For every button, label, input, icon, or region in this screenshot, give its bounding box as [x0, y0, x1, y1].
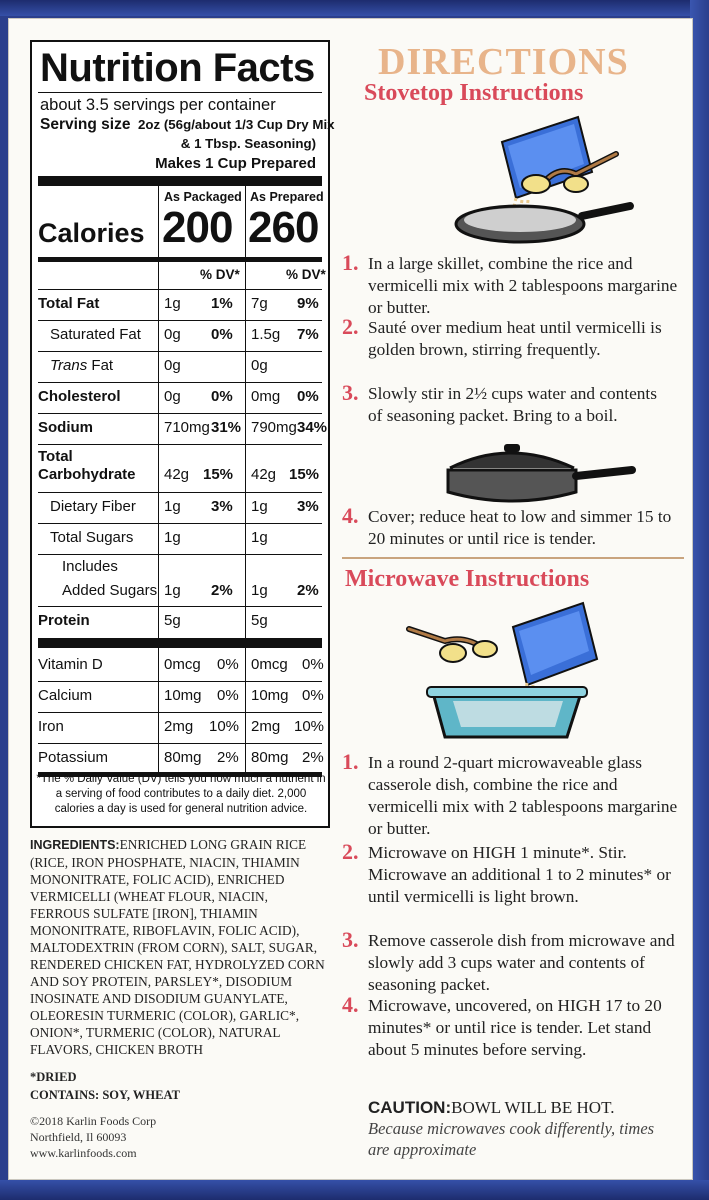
divider [38, 712, 322, 713]
packaged-dv: 3% [211, 498, 233, 515]
step-number: 2. [342, 314, 359, 339]
ingredients-block [30, 836, 330, 1058]
divider [38, 681, 322, 682]
covered-skillet-icon [448, 444, 632, 501]
directions-title: DIRECTIONS [378, 41, 629, 83]
package-top-edge [0, 0, 709, 16]
prepared-amount: 0g [251, 357, 268, 374]
prepared-dv: 3% [297, 498, 319, 515]
divider [38, 743, 322, 744]
as-prepared-header: As Prepared [250, 190, 324, 204]
prepared-dv: 34% [297, 419, 328, 436]
nutrient-label: Dietary Fiber [50, 498, 136, 515]
divider [38, 351, 322, 352]
nutrient-label-line2: Carbohydrate [38, 466, 136, 483]
packaged-dv: 10% [209, 718, 240, 735]
nutrient-label-italic: Trans [50, 357, 88, 374]
prepared-dv: 0% [297, 388, 319, 405]
dv-header-prepared: % DV* [286, 267, 326, 282]
packaged-dv: 1% [211, 295, 233, 312]
nutrient-label: Total [38, 448, 73, 465]
stovetop-step-1: In a large skillet, combine the rice and vermicelli mix with 2 tablespoons margarine or butter. [368, 254, 678, 317]
packaged-dv: 31% [211, 419, 242, 436]
prepared-amount: 0mg [251, 388, 281, 405]
dried-note: *DRIED [30, 1070, 77, 1084]
as-packaged-header: As Packaged [164, 190, 242, 204]
divider [38, 444, 322, 445]
prepared-amount: 1.5g [251, 326, 281, 343]
caution-line [368, 1098, 614, 1118]
nutrient-label: Sodium [38, 419, 93, 436]
divider [38, 92, 322, 93]
address: Northfield, Il 60093 [30, 1130, 127, 1144]
seasoning-packet-icon [513, 603, 597, 685]
covered-skillet-illustration [440, 440, 640, 510]
stovetop-step-3: Slowly stir in 2½ cups water and contents of seasoning packet. Bring to a boil. [368, 384, 657, 425]
nutrition-title: Nutrition Facts [40, 46, 315, 90]
nutrient-label: Protein [38, 612, 90, 629]
nutrient-label: Fat [91, 357, 114, 374]
divider [38, 382, 322, 383]
step-number: 4. [342, 992, 359, 1017]
packaged-amount: 0g [164, 357, 181, 374]
divider [38, 320, 322, 321]
packaged-amount: 0mcg [164, 656, 201, 673]
servings-per-container: about 3.5 servings per container [40, 96, 276, 114]
package-bottom-edge [0, 1180, 709, 1200]
prepared-amount: 1g [251, 498, 268, 515]
caution-note: Because microwaves cook differently, times are approximate [368, 1119, 655, 1159]
skillet-packet-illustration [450, 112, 640, 252]
divider [38, 413, 322, 414]
packaged-amount: 80mg [164, 749, 202, 766]
packaged-amount: 10mg [164, 687, 202, 704]
medium-divider [38, 257, 322, 262]
packaged-amount: 1g [164, 582, 181, 599]
step-number: 3. [342, 927, 359, 952]
serving-size-label: Serving size [40, 116, 131, 133]
prepared-amount: 5g [251, 612, 268, 629]
packaged-amount: 0g [164, 388, 181, 405]
prepared-dv: 9% [297, 295, 319, 312]
calories-label: Calories [38, 218, 145, 248]
ingredients-label: INGREDIENTS: [30, 838, 120, 852]
packaged-amount: 0g [164, 326, 181, 343]
microwave-step-2: Microwave on HIGH 1 minute*. Stir. Microwave an additional 1 to 2 minutes* or until vermicelli is light brown. [368, 843, 671, 906]
microwave-step-4: Microwave, uncovered, on HIGH 17 to 20 minutes* or until rice is tender. Let stand about 5 minutes before serving. [368, 996, 662, 1059]
divider [38, 606, 322, 607]
packaged-amount: 1g [164, 295, 181, 312]
nutrient-label: Potassium [38, 749, 109, 766]
prepared-dv: 0% [302, 687, 324, 704]
step-number: 2. [342, 839, 359, 864]
nutrient-label: Vitamin D [38, 656, 103, 673]
packaged-amount: 1g [164, 498, 181, 515]
makes-prepared: Makes 1 Cup Prepared [155, 155, 316, 172]
nutrition-facts-label [30, 40, 335, 828]
prepared-amount: 7g [251, 295, 268, 312]
caution-label: CAUTION: [368, 1098, 452, 1117]
stovetop-step-4: Cover; reduce heat to low and simmer 15 to 20 minutes or until rice is tender. [368, 507, 672, 548]
caution-text: BOWL WILL BE HOT. [451, 1098, 615, 1117]
casserole-packet-illustration [405, 597, 625, 747]
packaged-dv: 0% [211, 388, 233, 405]
calories-packaged: 200 [162, 203, 233, 252]
copyright: ©2018 Karlin Foods Corp [30, 1114, 157, 1128]
stovetop-step-2: Sauté over medium heat until vermicelli is golden brown, stirring frequently. [368, 318, 662, 359]
step-number: 4. [342, 503, 359, 528]
step-number: 1. [342, 749, 359, 774]
prepared-amount: 42g [251, 466, 277, 483]
packaged-dv: 0% [217, 656, 239, 673]
packaged-dv: 0% [211, 326, 233, 343]
step-number: 1. [342, 250, 359, 275]
ingredients-text: ENRICHED LONG GRAIN RICE (RICE, IRON PHOSPHATE, NIACIN, THIAMIN MONONITRATE, FOLIC ACID), ENRICHED VERMICELLI (WHEAT FLOUR, NIACIN, FERROUS SULFATE [IRON], THIAMIN MONONITRATE, RIBOFLAVIN, FOLIC ACID), MALTODEXTRIN (FROM CORN), SALT, SUGAR, RENDERED CHICKEN FAT, HYDROLYZED CORN AND SOY PROTEIN, PARSLEY*, DISODIUM INOSINATE AND DISODIUM GUANYLATE, OLEORESIN TURMERIC (COLOR), GARLIC*, ONION*, TURMERIC (COLOR), NATURAL FLAVORS, CHICKEN BROTH [30, 837, 325, 1057]
packaged-amount: 1g [164, 529, 181, 546]
nutrient-label: Includes [62, 558, 118, 575]
prepared-dv: 2% [297, 582, 319, 599]
packaged-dv: 2% [217, 749, 239, 766]
calories-prepared: 260 [248, 203, 319, 252]
nutrient-label: Calcium [38, 687, 93, 704]
packaged-amount: 5g [164, 612, 181, 629]
prepared-dv: 15% [289, 466, 320, 483]
prepared-dv: 7% [297, 326, 319, 343]
prepared-amount: 1g [251, 529, 268, 546]
step-number: 3. [342, 380, 359, 405]
microwave-title: Microwave Instructions [345, 566, 590, 592]
prepared-dv: 0% [302, 656, 324, 673]
packaged-amount: 710mg [164, 419, 210, 436]
nutrient-label: Iron [38, 718, 64, 735]
prepared-amount: 0mcg [251, 656, 288, 673]
serving-size-value: 2oz (56g/about 1/3 Cup Dry Mix [138, 117, 335, 132]
packaged-dv: 2% [211, 582, 233, 599]
divider [38, 492, 322, 493]
packaged-amount: 2mg [164, 718, 194, 735]
prepared-amount: 790mg [251, 419, 297, 436]
divider [38, 554, 322, 555]
company-info [30, 1113, 156, 1161]
microwave-step-1: In a round 2-quart microwaveable glass casserole dish, combine the rice and vermicelli mix with 2 tablespoons margarine or butter. [368, 753, 678, 838]
serving-size-value-2: & 1 Tbsp. Seasoning) [180, 136, 316, 151]
microwave-step-3: Remove casserole dish from microwave and slowly add 3 cups water and contents of seasoning packet. [368, 931, 675, 994]
packaged-amount: 42g [164, 466, 190, 483]
prepared-amount: 10mg [251, 687, 289, 704]
column-line [245, 648, 246, 773]
prepared-amount: 80mg [251, 749, 289, 766]
divider [38, 289, 322, 290]
column-line [158, 648, 159, 773]
divider [38, 523, 322, 524]
prepared-dv: 2% [302, 749, 324, 766]
nutrient-label: Saturated Fat [50, 326, 141, 343]
nutrient-label: Total Fat [38, 295, 100, 312]
prepared-amount: 2mg [251, 718, 281, 735]
nutrient-label: Cholesterol [38, 388, 121, 405]
skillet-icon [456, 206, 630, 242]
casserole-dish-icon [427, 687, 587, 737]
nutrient-label: Total Sugars [50, 529, 134, 546]
allergen-statement: CONTAINS: SOY, WHEAT [30, 1088, 180, 1102]
section-divider [342, 557, 684, 559]
stovetop-title: Stovetop Instructions [364, 80, 584, 106]
thick-divider [38, 176, 322, 186]
packaged-dv: 15% [203, 466, 234, 483]
website: www.karlinfoods.com [30, 1146, 137, 1160]
daily-value-footnote: *The % Daily Value (DV) tells you how much a nutrient in a serving of food contributes to a daily diet. 2,000 calories a day is used for general nutrition advice. [36, 773, 326, 815]
packaged-dv: 0% [217, 687, 239, 704]
thick-divider [38, 638, 322, 648]
nutrient-label-line2: Added Sugars [62, 582, 158, 599]
prepared-amount: 1g [251, 582, 268, 599]
prepared-dv: 10% [294, 718, 325, 735]
spoon-icon [409, 629, 497, 662]
dv-header-packaged: % DV* [200, 267, 240, 282]
